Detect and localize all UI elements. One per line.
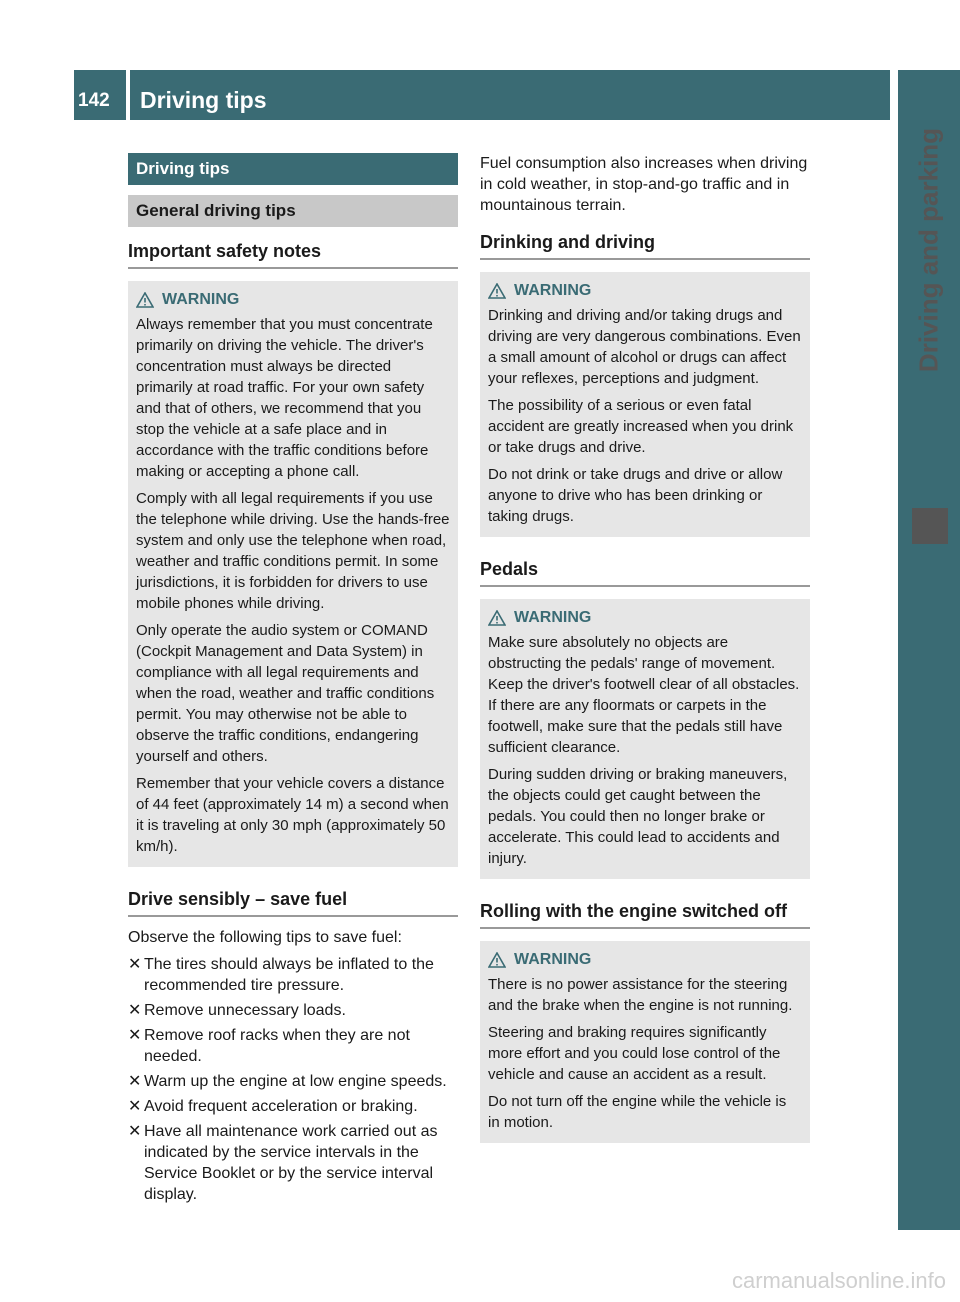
warning-paragraph: Only operate the audio system or COMAND (Cockpit Management and Data System) in compliance with all legal requirements and when the road, weather and traffic conditions permit. You may otherwise not be able to observe the traffic conditions, endangering yourself and others. [136,622,435,765]
warning-paragraph: Always remember that you must concentrate primarily on driving the vehicle. The driver's concentration must always be directed primarily at road traffic. For your own safety and that of others, we recommend that you stop the vehicle at a safe place and in accordance with the traffic conditions before making or accepting a phone call. [136,316,433,480]
step-marker-icon: ✕ [128,1027,142,1044]
watermark: carmanualsonline.info [731,1268,946,1293]
warning-paragraph: There is no power assistance for the steering and the brake when the engine is not running. [488,976,793,1014]
section-band-title: Driving tips [128,153,458,185]
warning-box-rolling [480,941,810,1143]
step-marker-icon: ✕ [128,1098,142,1115]
fuel-tips-list [128,954,458,1205]
warning-header [488,280,802,301]
side-tab-label: Driving and parking [913,127,944,373]
warning-label: WARNING [514,609,592,626]
warning-triangle-icon [488,610,506,626]
warning-label: WARNING [514,282,592,299]
list-item: ✕ Have all maintenance work carried out as indicated by the service intervals in the Service Booklet or by the service interval display. [128,1123,438,1203]
warning-header [488,607,802,628]
heading-pedals: Pedals [480,559,810,587]
list-item: ✕ Warm up the engine at low engine speeds. [128,1073,447,1090]
warning-paragraph: Drinking and driving and/or taking drugs and driving are very dangerous combinations. Even a small amount of alcohol or drugs can affect your reflexes, perceptions and judgment. [488,307,801,387]
warning-label: WARNING [514,951,592,968]
warning-paragraph: The possibility of a serious or even fatal accident are greatly increased when you drink or take drugs and drive. [488,397,794,456]
heading-rolling: Rolling with the engine switched off [480,901,810,929]
side-tab-marker [912,508,948,544]
fuel-intro: Observe the following tips to save fuel: [128,929,402,946]
page-number: 142 [78,90,110,111]
section-band-subtitle: General driving tips [128,195,458,227]
warning-paragraph: Do not turn off the engine while the vehicle is in motion. [488,1093,787,1131]
warning-triangle-icon [488,952,506,968]
warning-label: WARNING [162,291,240,308]
left-column [128,153,458,1209]
list-item: ✕ The tires should always be inflated to the recommended tire pressure. [128,956,434,994]
warning-triangle-icon [488,283,506,299]
warning-paragraph: Comply with all legal requirements if you use the telephone while driving. Use the hands-free system and only use the telephone when road, weather and traffic conditions permit. In some jurisdictions, it is forbidden for drivers to use mobile phones while driving. [136,490,450,612]
warning-paragraph: Remember that your vehicle covers a distance of 44 feet (approximately 14 m) a second when it is traveling at only 30 mph (approximately 50 km/h). [136,775,449,855]
warning-box-safety [128,281,458,867]
step-marker-icon: ✕ [128,1123,142,1140]
warning-header [488,949,802,970]
warning-header [136,289,450,310]
fuel-note: Fuel consumption also increases when driving in cold weather, in stop-and-go traffic and in mountainous terrain. [480,155,808,214]
warning-box-pedals [480,599,810,879]
heading-save-fuel: Drive sensibly – save fuel [128,889,458,917]
warning-box-drinking [480,272,810,537]
list-item: ✕ Remove roof racks when they are not needed. [128,1027,410,1065]
warning-paragraph: Make sure absolutely no objects are obstructing the pedals' range of movement. Keep the driver's footwell clear of all obstacles. If there are any floormats or carpets in the footwell, make sure that the pedals still have sufficient clearance. [488,634,800,756]
warning-paragraph: During sudden driving or braking maneuvers, the objects could get caught between the pedals. You could then no longer brake or accelerate. This could lead to accidents and injury. [488,766,788,867]
list-item: ✕ Avoid frequent acceleration or braking. [128,1098,418,1115]
warning-paragraph: Do not drink or take drugs and drive or allow anyone to drive who has been drinking or taking drugs. [488,466,783,525]
warning-paragraph: Steering and braking requires significantly more effort and you could lose control of the vehicle and cause an accident as a result. [488,1024,781,1083]
heading-drinking: Drinking and driving [480,232,810,260]
list-item: ✕ Remove unnecessary loads. [128,1002,346,1019]
page-title: Driving tips [140,87,267,113]
step-marker-icon: ✕ [128,956,142,973]
right-column [480,153,810,1143]
header-separator [126,70,130,120]
step-marker-icon: ✕ [128,1002,142,1019]
warning-triangle-icon [136,292,154,308]
heading-safety-notes: Important safety notes [128,241,458,269]
step-marker-icon: ✕ [128,1073,142,1090]
